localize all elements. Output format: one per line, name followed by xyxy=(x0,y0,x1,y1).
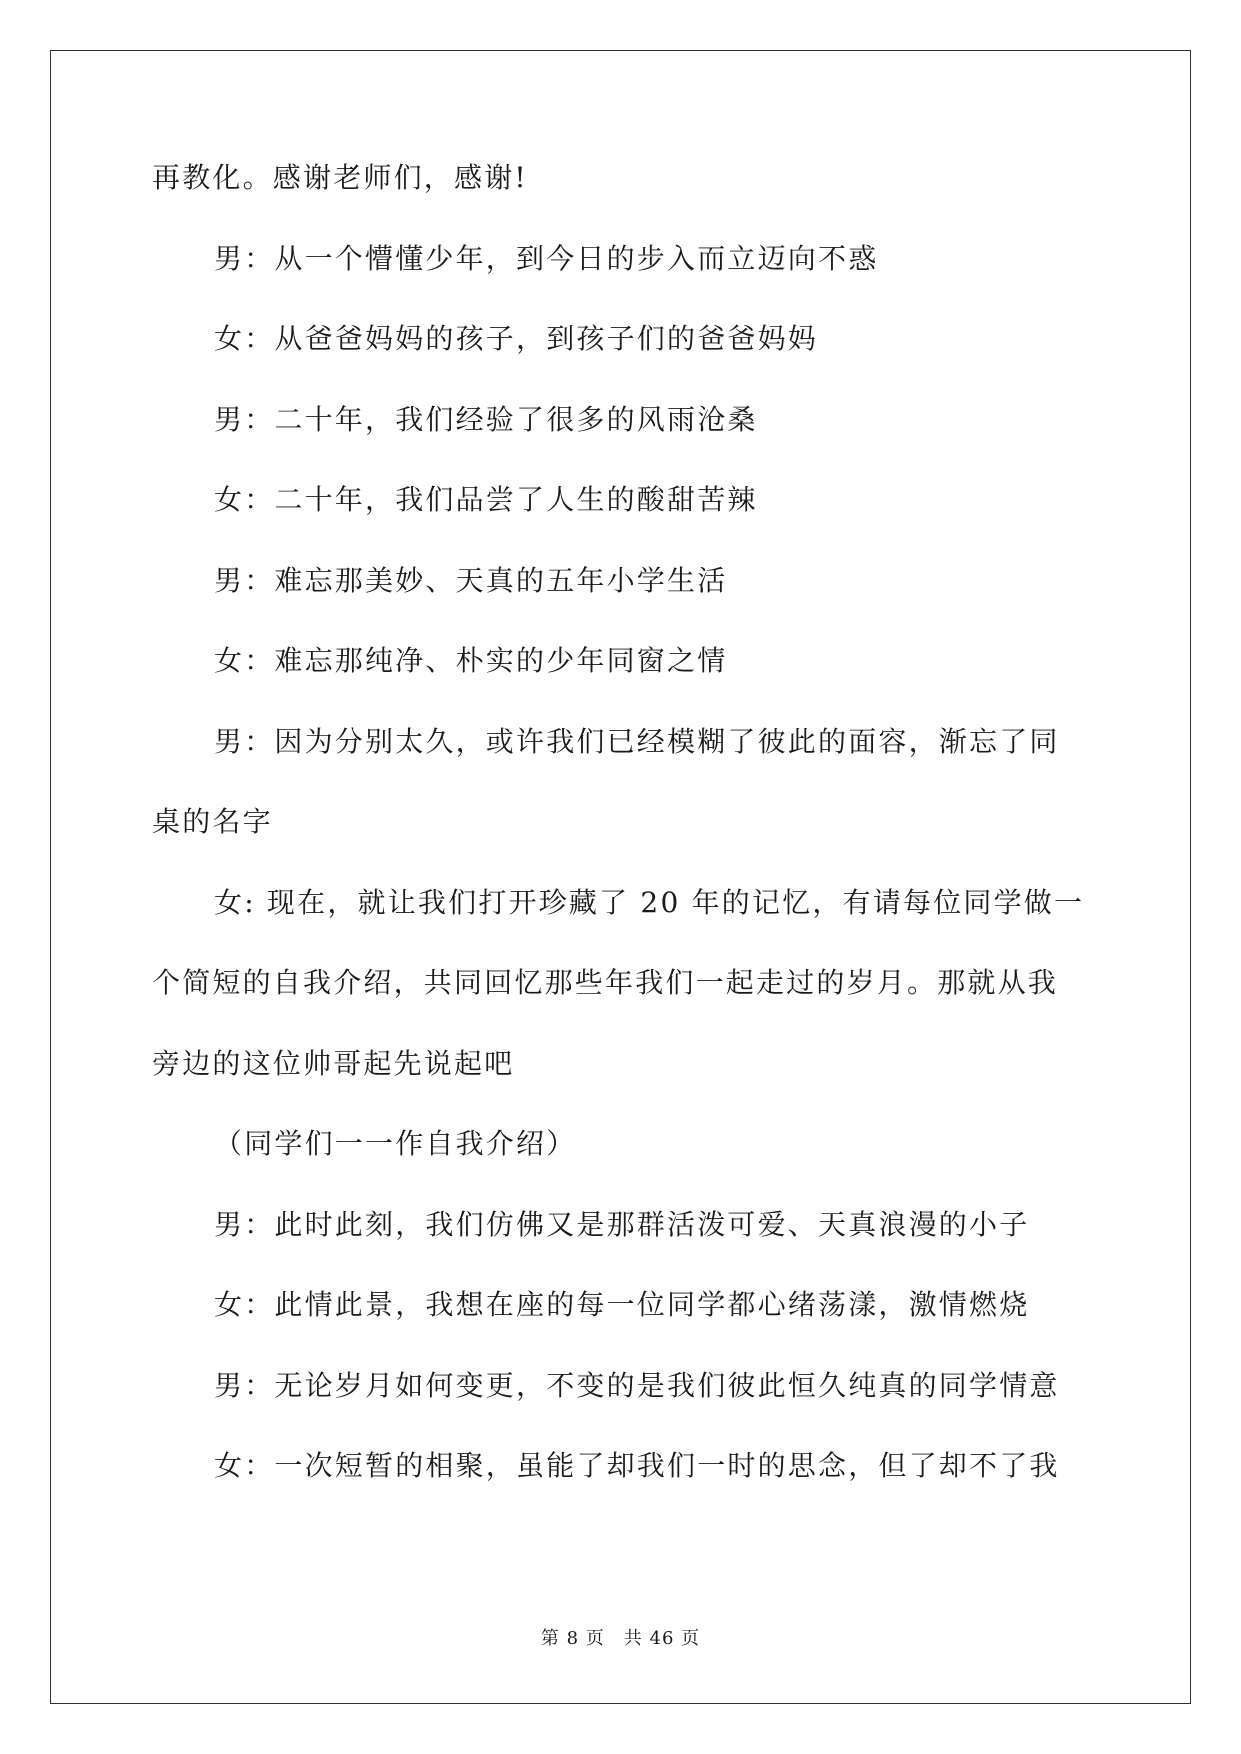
paragraph-line: 男：因为分别太久，或许我们已经模糊了彼此的面容，渐忘了同 xyxy=(214,724,1060,758)
document-body xyxy=(152,162,1092,1531)
paragraph-line: 个简短的自我介绍，共同回忆那些年我们一起走过的岁月。那就从我 xyxy=(152,966,1059,999)
paragraph-line: 男：此时此刻，我们仿佛又是那群活泼可爱、天真浪漫的小子 xyxy=(214,1207,1030,1241)
paragraph-line: 男：难忘那美妙、天真的五年小学生活 xyxy=(214,563,728,597)
paragraph-line: 女：二十年，我们品尝了人生的酸甜苦辣 xyxy=(214,483,758,516)
paragraph-line: （同学们一一作自我介绍） xyxy=(214,1127,577,1160)
page-number-footer: 第 8 页 共 46 页 xyxy=(540,1628,701,1649)
paragraph-line: 再教化。感谢老师们，感谢! xyxy=(152,161,528,194)
paragraph-line: 男：从一个懵懂少年，到今日的步入而立迈向不惑 xyxy=(214,241,879,275)
paragraph-line: 女：难忘那纯净、朴实的少年同窗之情 xyxy=(214,644,728,677)
paragraph-line: 男：无论岁月如何变更，不变的是我们彼此恒久纯真的同学情意 xyxy=(214,1368,1060,1402)
paragraph-line: 桌的名字 xyxy=(152,805,273,838)
paragraph-line: 男：二十年，我们经验了很多的风雨沧桑 xyxy=(214,402,758,436)
paragraph-line: 女：从爸爸妈妈的孩子，到孩子们的爸爸妈妈 xyxy=(214,322,819,355)
paragraph-line: 女：一次短暂的相聚，虽能了却我们一时的思念，但了却不了我 xyxy=(214,1449,1060,1482)
paragraph-line: 旁边的这位帅哥起先说起吧 xyxy=(152,1046,515,1080)
paragraph-line: 女：此情此景，我想在座的每一位同学都心绪荡漾，激情燃烧 xyxy=(214,1288,1030,1321)
paragraph-line: 女: 现在，就让我们打开珍藏了 20 年的记忆，有请每位同学做一 xyxy=(214,885,1085,919)
